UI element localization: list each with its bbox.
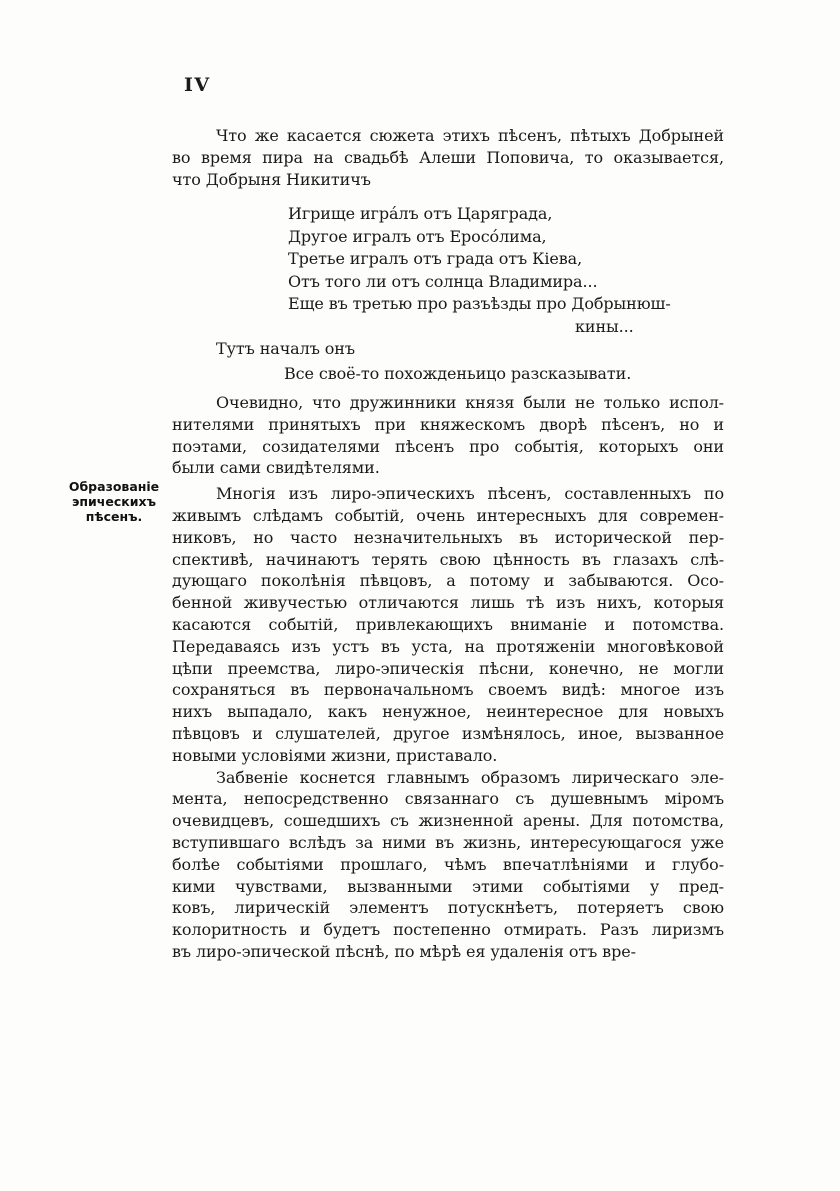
text-column — [172, 125, 724, 963]
text-line: Передаваясь изъ устъ въ уста, на протяженіи многовѣковой — [172, 636, 724, 656]
text-line: въ лиро-эпической пѣснѣ, по мѣрѣ ея удаленія отъ вре- — [172, 941, 636, 961]
text-line: колоритность и будетъ постепенно отмирать. Разъ лиризмъ — [172, 920, 724, 940]
text-line: живымъ слѣдамъ событій, очень интересныхъ для современ- — [172, 505, 724, 525]
text-line: Другое игралъ отъ Еросо́лима, — [288, 226, 547, 246]
text-line: вступившаго вслѣдъ за ними въ жизнь, интересующагося уже — [172, 832, 724, 852]
text-line: Игрище игра́лъ отъ Царяграда, — [288, 204, 553, 224]
text-line: очевидцевъ, сошедшихъ съ жизненной арены. Для потомства, — [172, 811, 724, 831]
paragraph — [172, 338, 724, 360]
text-line: никовъ, но часто незначительныхъ въ исторической пер- — [172, 527, 724, 547]
margin-note — [58, 479, 170, 524]
verse-block — [288, 203, 724, 338]
text-line: Тутъ началъ онъ — [216, 339, 355, 359]
text-line: цѣпи преемства, лиро-эпическія пѣсни, конечно, не могли — [172, 658, 724, 678]
text-line: что Добрыня Никитичъ — [172, 169, 371, 189]
text-line: болѣе событіями прошлаго, чѣмъ впечатлѣніями и глубо- — [172, 854, 724, 874]
text-line: Забвеніе коснется главнымъ образомъ лирическаго эле- — [216, 767, 724, 787]
text-line: во время пира на свадьбѣ Алеши Поповича, то оказывается, — [172, 147, 724, 167]
paragraph — [172, 767, 724, 963]
verse-block — [284, 363, 724, 385]
verse-hang-line: кины... — [575, 316, 634, 336]
paragraph — [172, 483, 724, 766]
text-line: Очевидно, что дружинники князя были не только испол- — [216, 392, 724, 412]
margin-note-line: пѣсенъ. — [85, 509, 143, 524]
margin-note-line: Образованіе — [68, 479, 160, 494]
text-line: пѣвцовъ и слушателей, другое измѣнялось, иное, вызванное — [172, 723, 724, 743]
paragraph — [172, 392, 724, 479]
text-line: Третье игралъ отъ града отъ Кіева, — [288, 249, 583, 269]
text-line: Еще въ третью про разъѣзды про Добрынюш- — [288, 294, 671, 314]
margin-note-line: эпическихъ — [72, 494, 156, 509]
text-line: бенной живучестью отличаются лишь тѣ изъ нихъ, которыя — [172, 593, 724, 613]
text-line: касаются событій, привлекающихъ вниманіе и потомства. — [172, 614, 724, 634]
text-line: сохраняться въ первоначальномъ своемъ видѣ: многое изъ — [172, 680, 724, 700]
text-line: Все своё-то похожденьицо разсказывати. — [284, 364, 632, 384]
text-line: нихъ выпадало, какъ ненужное, неинтересное для новыхъ — [172, 702, 724, 722]
text-line: поэтами, созидателями пѣсенъ про событія, которыхъ они — [172, 436, 724, 456]
paragraph — [172, 125, 724, 190]
text-line: кими чувствами, вызванными этими событіями у пред- — [172, 876, 724, 896]
text-line: новыми условіями жизни, приставало. — [172, 745, 498, 765]
text-line: мента, непосредственно связаннаго съ душевнымъ міромъ — [172, 789, 724, 809]
text-line: Что же касается сюжета этихъ пѣсенъ, пѣтыхъ Добрыней — [216, 126, 724, 145]
text-line: были сами свидѣтелями. — [172, 458, 380, 478]
text-line: спективѣ, начинаютъ терять свою цѣнность въ глазахъ слѣ- — [172, 549, 724, 569]
text-line: нителями принятыхъ при княжескомъ дворѣ пѣсенъ, но и — [172, 414, 724, 434]
page-number: IV — [184, 74, 211, 96]
text-line: Многія изъ лиро-эпическихъ пѣсенъ, составленныхъ по — [216, 484, 724, 504]
text-line: ковъ, лирическій элементъ потускнѣетъ, потеряетъ свою — [172, 898, 724, 918]
text-line: Отъ того ли отъ солнца Владимира... — [288, 271, 598, 291]
text-line: дующаго поколѣнія пѣвцовъ, а потому и забываются. Осо- — [172, 571, 724, 591]
